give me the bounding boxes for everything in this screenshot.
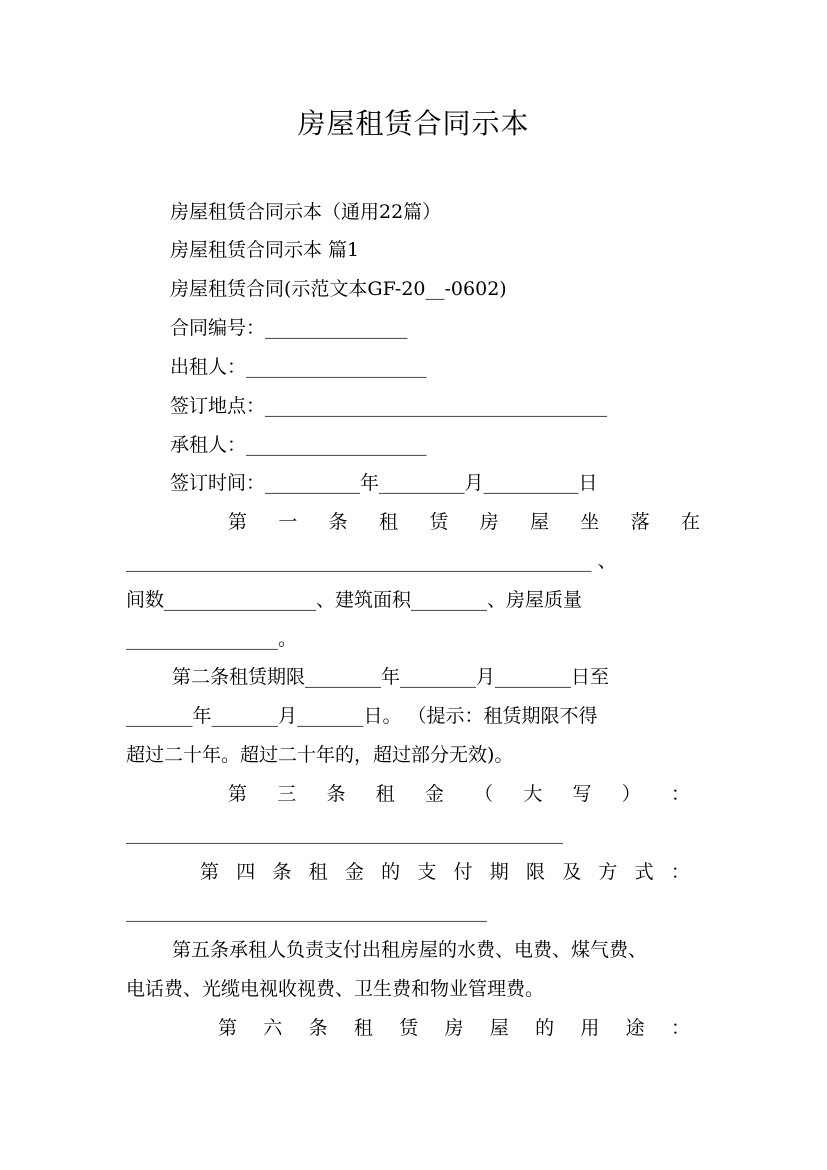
article3-char: ： — [670, 783, 690, 805]
article4-char: 方 — [598, 861, 618, 883]
article2-line1: 第二条租赁期限________年________月________日至 — [172, 666, 610, 688]
article4-char: 金 — [344, 861, 364, 883]
article6-char: 途 — [625, 1017, 645, 1039]
document-title: 房屋租赁合同示本 — [297, 107, 530, 140]
article1-char: 条 — [328, 511, 348, 533]
article1-quality-blank: ________________。 — [126, 628, 298, 650]
signing-date-field: 签订时间：__________年_________月__________日 — [170, 472, 598, 494]
article4-char: 第 — [200, 861, 220, 883]
article5-line1: 第五条承租人负责支付出租房屋的水费、电费、煤气费、 — [172, 939, 648, 961]
lessor-field: 出租人：___________________ — [170, 356, 427, 378]
article4-char: 付 — [453, 861, 473, 883]
article1-char: 第 — [228, 511, 248, 533]
article6-char: 的 — [535, 1017, 555, 1039]
article4-char: 期 — [489, 861, 509, 883]
lessee-field: 承租人：___________________ — [170, 434, 427, 456]
article4-char: 的 — [381, 861, 401, 883]
article1-char: 在 — [680, 511, 700, 533]
contract-number-field: 合同编号：_______________ — [170, 317, 408, 339]
article4-payment-blank: ______________________________________ — [126, 900, 487, 922]
article3-char: 租 — [375, 783, 395, 805]
article1-char: 租 — [378, 511, 398, 533]
article5-line2: 电话费、光缆电视收视费、卫生费和物业管理费。 — [126, 978, 545, 1000]
article3-heading — [228, 782, 690, 806]
article6-char: 房 — [444, 1017, 464, 1039]
article4-char: 及 — [562, 861, 582, 883]
article6-char: 赁 — [399, 1017, 419, 1039]
article1-char: 落 — [630, 511, 650, 533]
article3-char: 写 — [572, 783, 592, 805]
section-heading: 房屋租赁合同示本 篇1 — [170, 239, 360, 261]
article6-char: 六 — [263, 1017, 283, 1039]
subtitle-line: 房屋租赁合同示本（通用22篇） — [170, 201, 442, 223]
article6-char: 第 — [218, 1017, 238, 1039]
signing-place-field: 签订地点：____________________________________ — [170, 395, 608, 417]
article1-location-blank: _________________________________________________ 、 — [126, 550, 617, 572]
article6-char: 用 — [580, 1017, 600, 1039]
contract-heading: 房屋租赁合同(示范文本GF-20__-0602) — [170, 278, 507, 300]
article4-heading — [200, 860, 690, 884]
article1-details: 间数________________、建筑面积________、房屋质量 — [126, 589, 583, 611]
article6-char: 条 — [308, 1017, 328, 1039]
article4-char: 四 — [236, 861, 256, 883]
article4-char: 限 — [525, 861, 545, 883]
article4-char: 租 — [308, 861, 328, 883]
article2-line2: _______年_______月_______日。 （提示：租赁期限不得 — [126, 705, 598, 727]
article3-char: 三 — [277, 783, 297, 805]
article3-rent-blank: ______________________________________________ — [126, 822, 563, 844]
article4-char: ： — [670, 861, 690, 883]
article1-char: 屋 — [529, 511, 549, 533]
article6-heading — [218, 1016, 690, 1040]
article1-char: 一 — [278, 511, 298, 533]
article6-char: ： — [670, 1017, 690, 1039]
article4-char: 支 — [417, 861, 437, 883]
article1-char: 房 — [479, 511, 499, 533]
article1-char: 赁 — [429, 511, 449, 533]
article1-heading — [228, 510, 700, 534]
article6-char: 屋 — [489, 1017, 509, 1039]
article1-char: 坐 — [580, 511, 600, 533]
article3-char: （ — [474, 783, 494, 805]
article3-char: 金 — [424, 783, 444, 805]
article3-char: 第 — [228, 783, 248, 805]
article4-char: 条 — [272, 861, 292, 883]
article4-char: 式 — [634, 861, 654, 883]
article6-char: 租 — [353, 1017, 373, 1039]
article2-line3: 超过二十年。超过二十年的，超过部分无效)。 — [126, 744, 514, 766]
article3-char: 条 — [326, 783, 346, 805]
article3-char: 大 — [523, 783, 543, 805]
article3-char: ） — [621, 783, 641, 805]
